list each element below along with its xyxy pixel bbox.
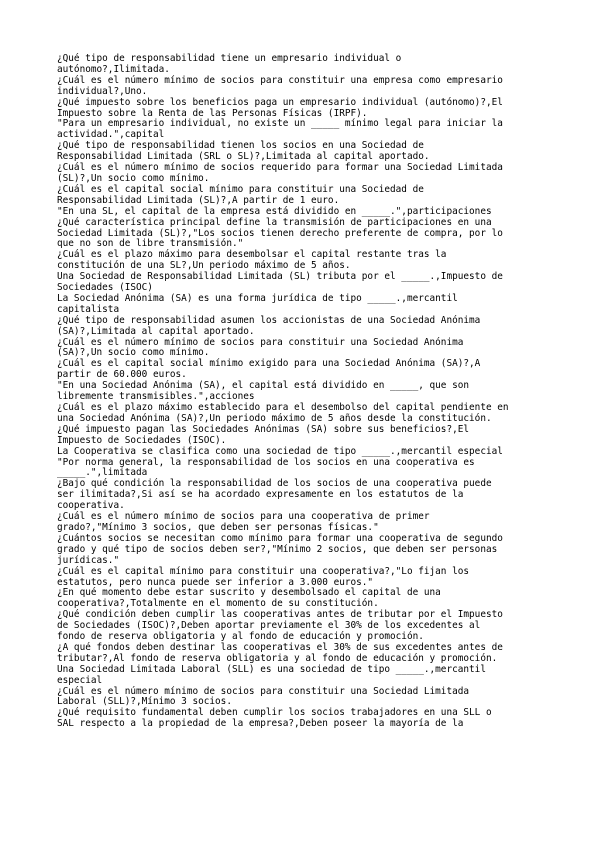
flashcard-entry: ¿Qué requisito fundamental deben cumplir los socios trabajadores en una SLL o SAL respecto a la propiedad de la empresa?,Deben poseer la mayoría de la [57, 707, 492, 730]
flashcard-entry: La Sociedad Anónima (SA) es una forma jurídica de tipo _____.,mercantil capitalista [57, 292, 458, 315]
flashcard-entry: ¿Cuál es el plazo máximo para desembolsar el capital restante tras la constitución de una SL?,Un periodo máximo de 5 años. [57, 249, 447, 272]
flashcard-entry: ¿Qué característica principal define la transmisión de participaciones en una Sociedad Limitada (SL)?,"Los socios tienen derecho preferente de compra, por lo que no son de libre transmisión." [57, 216, 503, 250]
flashcard-entry: ¿Cuántos socios se necesitan como mínimo para formar una cooperativa de segundo grado y qué tipo de socios deben ser?,"Mínimo 2 socios, que deben ser personas jurídicas." [57, 532, 503, 566]
flashcard-entry: ¿A qué fondos deben destinar las cooperativas el 30% de sus excedentes antes de tributar?,Al fondo de reserva obligatoria y al fondo de educación y promoción. [57, 641, 503, 664]
flashcard-entry: ¿Cuál es el capital mínimo para constituir una cooperativa?,"Lo fijan los estatutos, pero nunca puede ser inferior a 3.000 euros." [57, 565, 470, 588]
flashcard-entry: ¿En qué momento debe estar suscrito y desembolsado el capital de una cooperativa?,Totalmente en el momento de su constitución. [57, 587, 441, 610]
document-page [57, 54, 547, 730]
flashcard-entry: La Cooperativa se clasifica como una sociedad de tipo _____.,mercantil especial [57, 445, 503, 457]
flashcard-entry: Una Sociedad Limitada Laboral (SLL) es una sociedad de tipo _____.,mercantil especial [57, 663, 486, 686]
flashcard-entry: ¿Cuál es el número mínimo de socios para constituir una empresa como empresario individual?,Uno. [57, 74, 503, 97]
flashcard-entry: ¿Cuál es el capital social mínimo para constituir una Sociedad de Responsabilidad Limitada (SL)?,A partir de 1 euro. [57, 183, 424, 206]
flashcard-entry: ¿Cuál es el número mínimo de socios para una cooperativa de primer grado?,"Mínimo 3 socios, que deben ser personas físicas." [57, 511, 430, 533]
flashcard-entry: ¿Qué impuesto pagan las Sociedades Anónimas (SA) sobre sus beneficios?,El Impuesto de Sociedades (ISOC). [57, 423, 470, 446]
flashcard-entry: ¿Qué impuesto sobre los beneficios paga un empresario individual (autónomo)?,El Impuesto sobre la Renta de las Personas Físicas (IRPF). [57, 96, 503, 119]
flashcard-entry: "En una SL, el capital de la empresa está dividido en _____.",participaciones [57, 205, 492, 217]
flashcard-entry: ¿Qué tipo de responsabilidad tiene un empresario individual o autónomo?,Ilimitada. [57, 53, 402, 75]
flashcard-entry: "Por norma general, la responsabilidad de los socios en una cooperativa es _____.",limitada [57, 456, 475, 479]
flashcard-entry: ¿Cuál es el número mínimo de socios para constituir una Sociedad Limitada Laboral (SLL)?,Mínimo 3 socios. [57, 685, 470, 708]
flashcard-entry: ¿Cuál es el plazo máximo establecido para el desembolso del capital pendiente en una Sociedad Anónima (SA)?,Un periodo máximo de 5 años desde la constitución. [57, 402, 509, 424]
flashcard-entry: ¿Bajo qué condición la responsabilidad de los socios de una cooperativa puede ser ilimitada?,Si así se ha acordado expresamente en los estatutos de la cooperativa. [57, 478, 492, 512]
flashcard-entry: ¿Qué tipo de responsabilidad tienen los socios en una Sociedad de Responsabilidad Limitada (SRL o SL)?,Limitada al capital aportado. [57, 140, 430, 163]
flashcard-entry: "Para un empresario individual, no existe un _____ mínimo legal para iniciar la actividad.",capital [57, 118, 503, 141]
flashcard-entry: ¿Qué condición deben cumplir las cooperativas antes de tributar por el Impuesto de Sociedades (ISOC)?,Deben aportar previamente el 30% de los excedentes al fondo de reserva obligatoria y al fondo de educación y promoción. [57, 609, 503, 643]
flashcard-entry: "En una Sociedad Anónima (SA), el capital está dividido en _____, que son libremente transmisibles.",acciones [57, 380, 470, 403]
flashcard-entry: ¿Cuál es el número mínimo de socios requerido para formar una Sociedad Limitada (SL)?,Un socio como mínimo. [57, 162, 503, 184]
flashcard-entry: ¿Qué tipo de responsabilidad asumen los accionistas de una Sociedad Anónima (SA)?,Limitada al capital aportado. [57, 314, 481, 337]
flashcard-entry: ¿Cuál es el capital social mínimo exigido para una Sociedad Anónima (SA)?,A partir de 60.000 euros. [57, 358, 481, 381]
flashcard-entry: ¿Cuál es el número mínimo de socios para constituir una Sociedad Anónima (SA)?,Un socio como mínimo. [57, 336, 464, 359]
flashcard-entry: Una Sociedad de Responsabilidad Limitada (SL) tributa por el _____.,Impuesto de Sociedades (ISOC) [57, 271, 503, 294]
